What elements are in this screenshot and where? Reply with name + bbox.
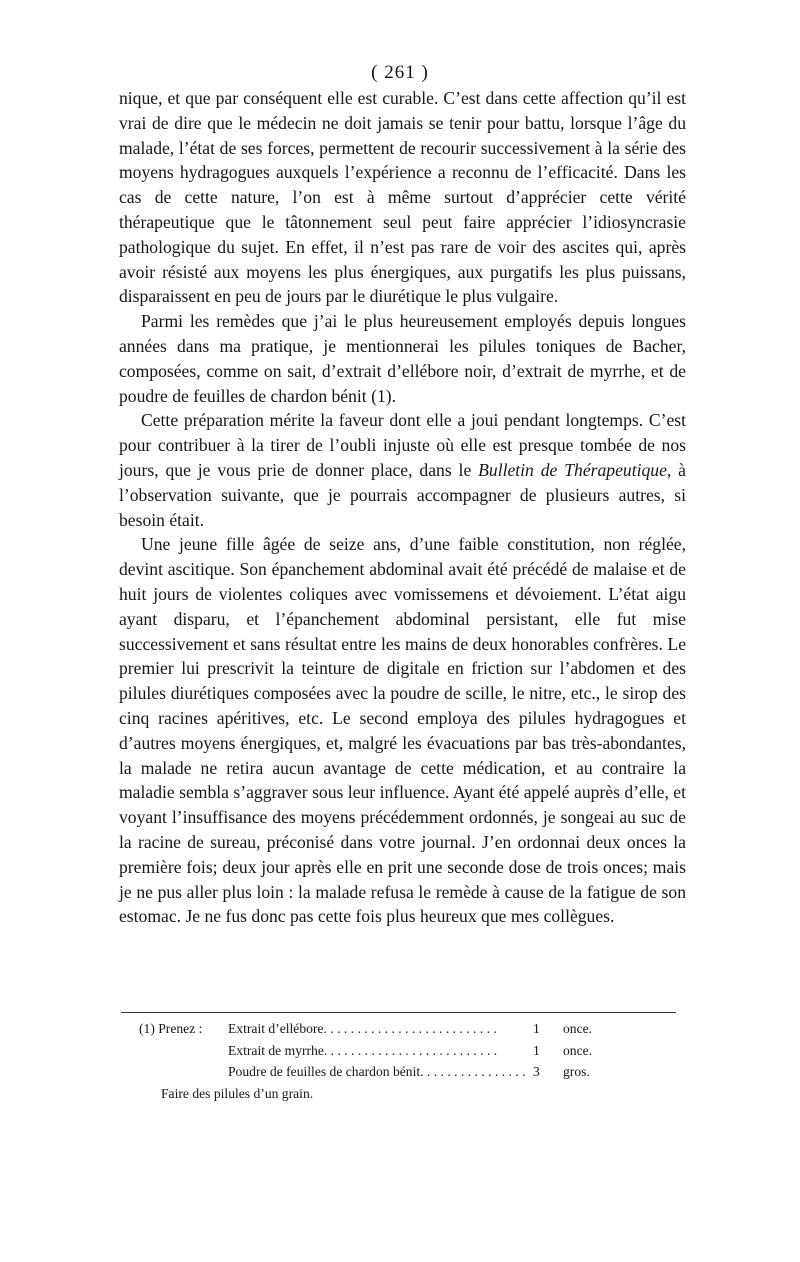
footnote-item-name: Extrait d’ellébore. . . . . . . . . . . . . . . . . . . . . . . . . . (228, 1021, 497, 1036)
footnote-item (139, 1018, 679, 1040)
footnote (139, 1018, 679, 1104)
footnote-item-unit: gros. (563, 1064, 590, 1080)
paragraph-continuation: nique, et que par conséquent elle est curable. C’est dans cette affection qu’il est vrai de dire que le médecin ne doit jamais se tenir pour battu, lorsque l’âge du malade, l’état de ses forces, permettent de recourir successivement à la série des moyens hydragogues auxquels l’expérience a reconnu de l’efficacité. Dans les cas de cette nature, l’on est à même surtout d’apprécier cette vérité thérapeutique que le tâtonnement seul peut faire apprécier l’idiosyncrasie pathologique du sujet. En effet, il n’est pas rare de voir des ascites qui, après avoir résisté aux moyens les plus énergiques, aux purgatifs les plus puissans, disparaissent en peu de jours par le diurétique le plus vulgaire. (119, 88, 686, 307)
footnote-item-unit: once. (563, 1021, 593, 1036)
footnote-item-qty: 1 (533, 1042, 540, 1058)
footnote-item-qty: 3 (533, 1064, 540, 1080)
paragraph-preparation-after: , à l’observation suivante, que je pourrais accompagner de plusieurs autres, si besoin était. (119, 459, 686, 530)
footnote-item-unit: once. (563, 1042, 593, 1058)
footnote-closing: Faire des pilules d’un grain. (161, 1085, 314, 1101)
footnote-item-qty: 1 (533, 1021, 540, 1036)
paragraph-case: Une jeune fille âgée de seize ans, d’une faible constitution, non réglée, devint ascitique. Son épanchement abdominal avait été précédé de malaise et de huit jours de violentes coliques avec vomissemens et dévoiement. L’état aigu ayant disparu, et l’épanchement abdominal persistant, elle fut mise successivement et sans résultat entre les mains de deux honorables confrères. Le premier lui prescrivit la teinture de digitale en friction sur l’abdomen et des pilules diurétiques composées avec la poudre de scille, le nitre, etc., le sirop des cinq racines apéritives, etc. Le second employa des pilules hydragogues et d’autres moyens énergiques, et, malgré les évacuations par bas très-abondantes, la malade ne retira aucun avantage de cette médication, et au contraire la maladie sembla s’aggraver sous leur influence. Ayant été appelé auprès d’elle, et voyant l’insuffisance des moyens précédemment ordonnés, je songeai au suc de la racine de sureau, préconisé dans votre journal. J’en ordonnai deux onces la première fois; deux jour après elle en prit une seconde dose de trois onces; mais je ne pus aller plus loin : la malade refusa le remède à cause de la fatigue de son estomac. Je ne fus donc pas cette fois plus heureux que mes collègues. (119, 534, 686, 927)
footnote-mark: (1) Prenez : (139, 1021, 203, 1036)
footnote-item (139, 1040, 679, 1062)
footnote-divider (121, 1012, 676, 1013)
body-text (119, 86, 686, 929)
journal-title: Bulletin de Thérapeutique (478, 459, 667, 480)
paragraph-preparation-before: Cette préparation mérite la faveur dont elle a joui pendant longtemps. C’est pour contribuer à la tirer de l’oubli injuste où elle est presque tombée de nos jours, que je vous prie de donner place, dans le (119, 410, 686, 480)
footnote-item-name: Poudre de feuilles de chardon bénit. . . . . . . . . . . . . . . . (228, 1064, 526, 1080)
page-number: ( 261 ) (371, 62, 429, 83)
footnote-closing-row (139, 1083, 679, 1105)
footnote-item-name: Extrait de myrrhe. . . . . . . . . . . . . . . . . . . . . . . . . . (228, 1042, 498, 1058)
footnote-item (139, 1061, 679, 1083)
paragraph-remedies: Parmi les remèdes que j’ai le plus heureusement employés depuis longues années dans ma pratique, je mentionnerai les pilules toniques de Bacher, composées, comme on sait, d’extrait d’ellébore noir, d’extrait de myrrhe, et de poudre de feuilles de chardon bénit (1). (119, 311, 686, 406)
paragraph-preparation (119, 408, 686, 532)
